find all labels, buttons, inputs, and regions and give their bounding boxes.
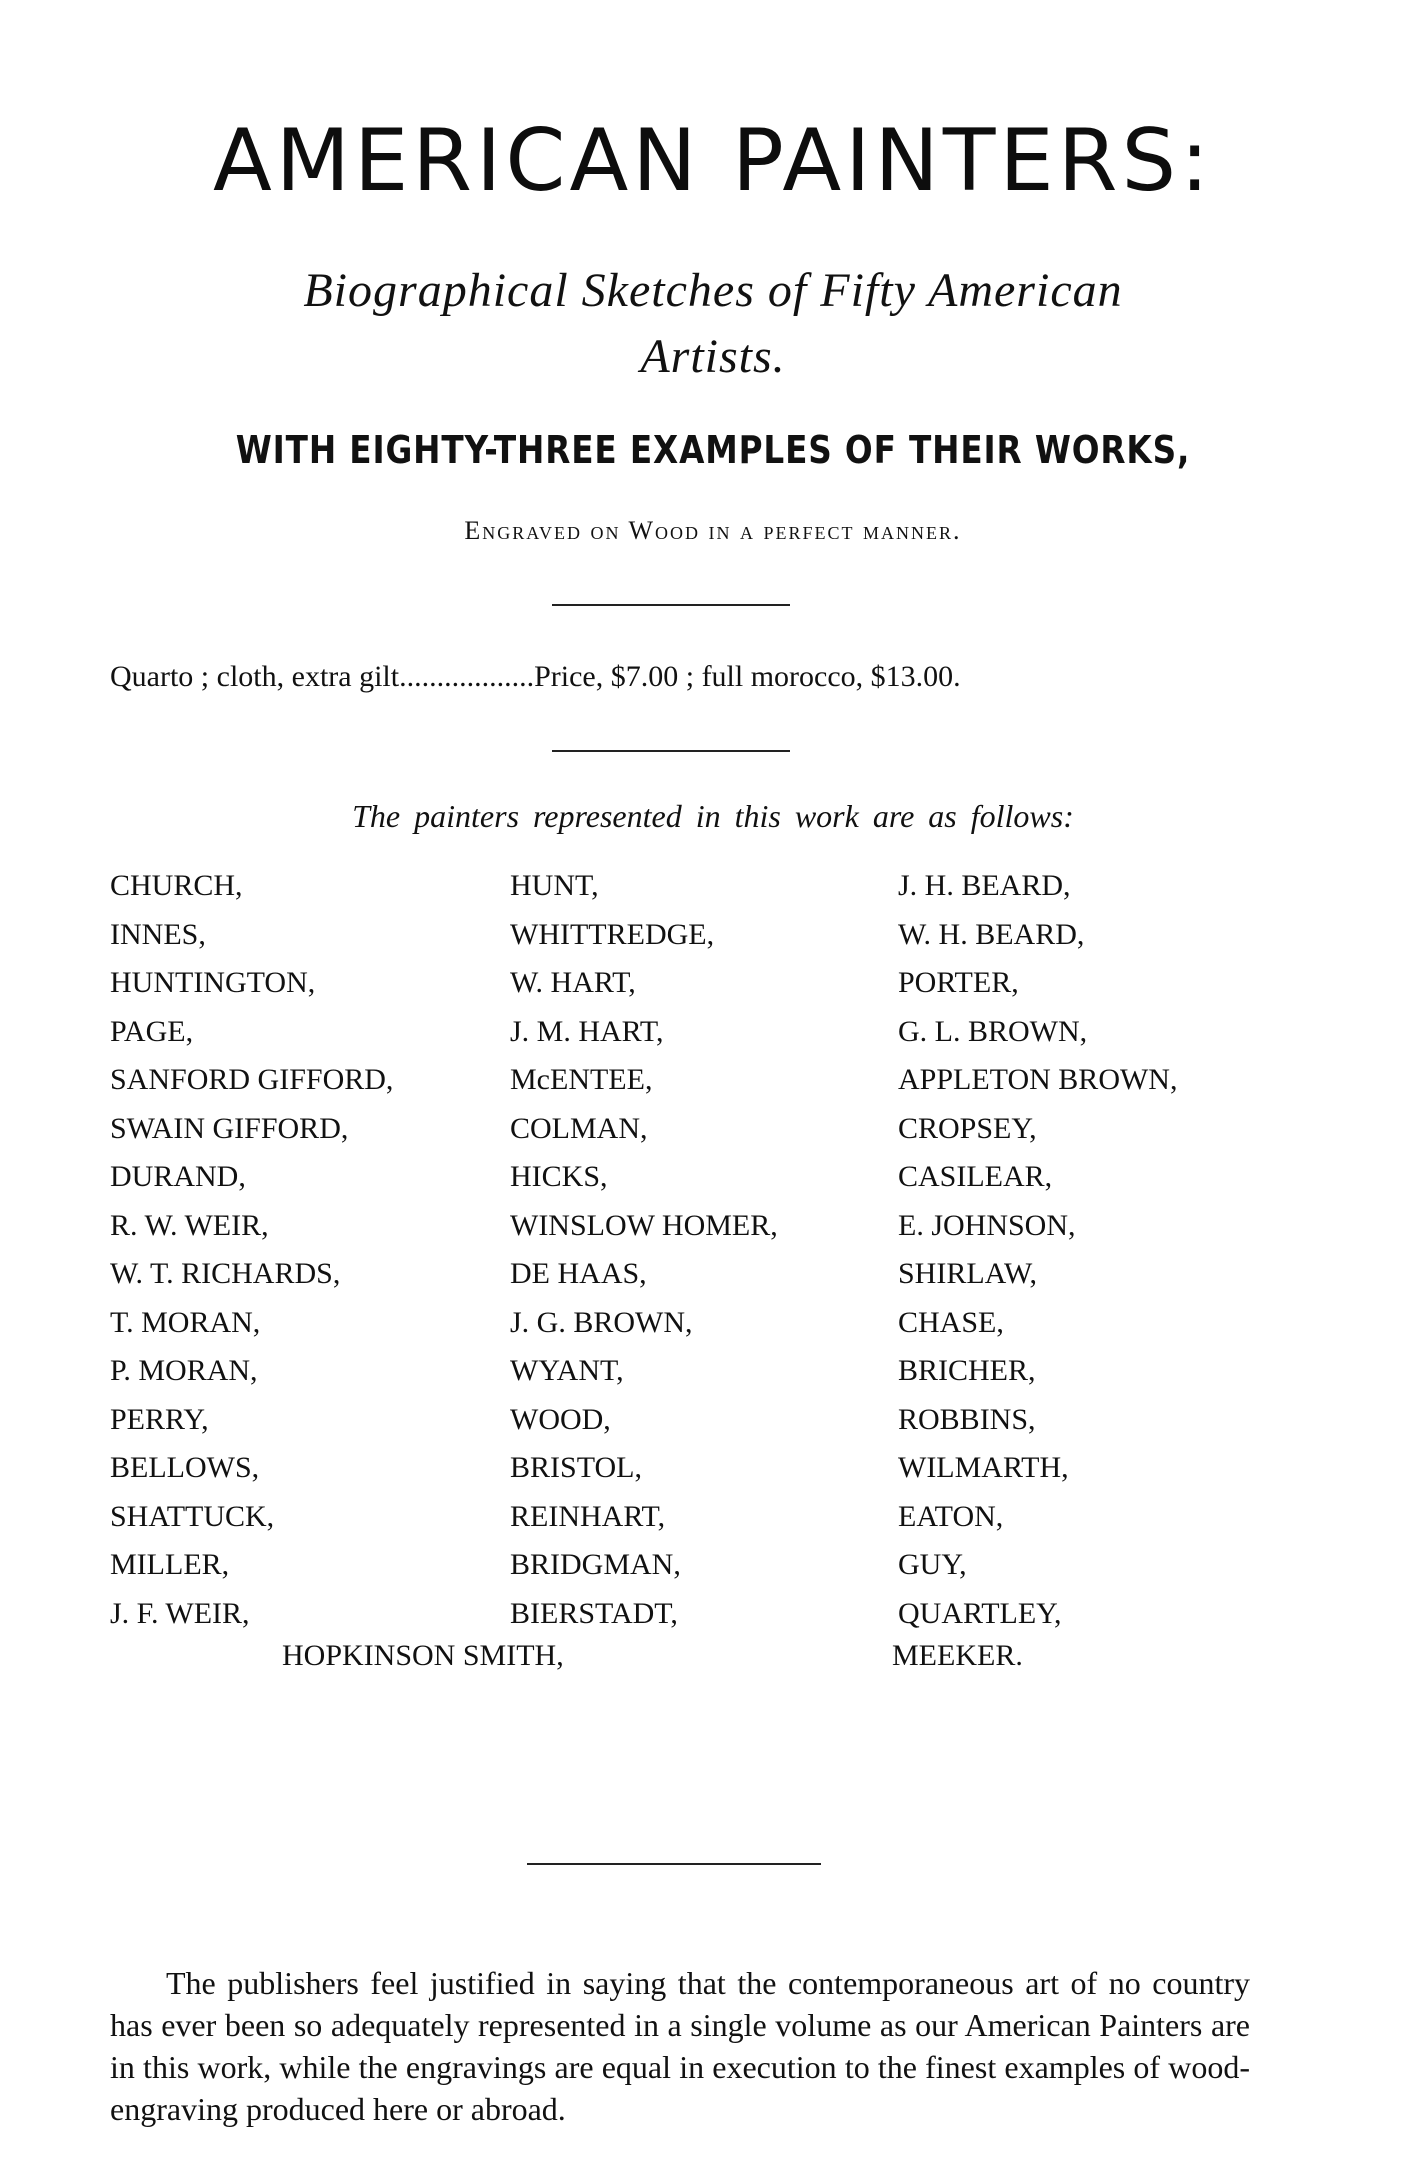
painter-name: BELLOWS, xyxy=(110,1451,260,1484)
painter-name: REINHART, xyxy=(510,1499,666,1533)
painters-intro: The painters represented in this work are as follows: xyxy=(352,798,1074,834)
painter-name: CASILEAR, xyxy=(898,1160,1053,1193)
painter-name: SHIRLAW, xyxy=(898,1257,1037,1290)
painter-name-final-right: MEEKER. xyxy=(892,1639,1023,1672)
painter-name: PAGE, xyxy=(110,1014,194,1048)
painter-name: E. JOHNSON, xyxy=(898,1208,1076,1242)
painter-name: HUNT, xyxy=(510,869,599,902)
painter-name: WOOD, xyxy=(510,1402,611,1436)
divider-rule-bottom xyxy=(527,1863,821,1865)
painter-name: GUY, xyxy=(898,1548,967,1581)
painter-name: ROBBINS, xyxy=(898,1402,1036,1436)
painters-column-3 xyxy=(898,862,1177,1638)
subtitle-line-1: Biographical Sketches of Fifty American xyxy=(303,264,1123,317)
painters-column-2 xyxy=(510,862,778,1638)
painter-name: QUARTLEY, xyxy=(898,1596,1062,1630)
painter-name: CHASE, xyxy=(898,1305,1004,1339)
publisher-statement: The publishers feel justified in saying that the contemporaneous art of no country has ever been so adequately represented in a single volume as our American Painters are in this work, while the engravings are equal in execution to the finest examples of wood-engraving produced here or abroad. xyxy=(110,1965,1250,2127)
painter-name: W. T. RICHARDS, xyxy=(110,1257,341,1290)
painter-name: APPLETON BROWN, xyxy=(898,1063,1178,1096)
painter-name: G. L. BROWN, xyxy=(898,1014,1088,1048)
painter-name: W. H. BEARD, xyxy=(898,917,1085,951)
painter-name: P. MORAN, xyxy=(110,1354,258,1387)
painter-name: BRICHER, xyxy=(898,1354,1036,1387)
engraving-note: Engraved on Wood in a perfect manner. xyxy=(464,516,962,545)
painter-name: WILMARTH, xyxy=(898,1451,1069,1484)
subtitle xyxy=(0,258,1426,390)
painter-name: W. HART, xyxy=(510,966,636,999)
price-line: Quarto ; cloth, extra gilt..................Price, $7.00 ; full morocco, $13.00. xyxy=(110,660,961,693)
painter-name: DURAND, xyxy=(110,1160,246,1193)
painter-name: J. F. WEIR, xyxy=(110,1596,250,1630)
painter-name: SANFORD GIFFORD, xyxy=(110,1063,394,1096)
painter-name: HICKS, xyxy=(510,1160,608,1193)
painters-column-1 xyxy=(110,862,393,1638)
painter-name: BRIDGMAN, xyxy=(510,1548,681,1581)
painter-name: HUNTINGTON, xyxy=(110,966,316,999)
divider-rule-top xyxy=(552,604,790,606)
painter-name: T. MORAN, xyxy=(110,1305,261,1339)
painter-name: PORTER, xyxy=(898,966,1019,999)
painter-name: CROPSEY, xyxy=(898,1111,1037,1145)
painter-name: INNES, xyxy=(110,917,206,951)
divider-rule-middle xyxy=(552,750,790,752)
painter-name: J. G. BROWN, xyxy=(510,1305,693,1339)
painter-name: SHATTUCK, xyxy=(110,1499,275,1533)
painter-name: SWAIN GIFFORD, xyxy=(110,1111,349,1145)
painter-name: R. W. WEIR, xyxy=(110,1208,269,1242)
painter-name: DE HAAS, xyxy=(510,1257,647,1290)
page-title: AMERICAN PAINTERS: xyxy=(212,111,1214,211)
painter-name: BIERSTADT, xyxy=(510,1596,678,1630)
painter-name: McENTEE, xyxy=(510,1063,653,1096)
painter-name: CHURCH, xyxy=(110,869,243,902)
painter-name: PERRY, xyxy=(110,1402,209,1436)
painter-name: J. H. BEARD, xyxy=(898,869,1071,902)
examples-heading: WITH EIGHTY-THREE EXAMPLES OF THEIR WORKS, xyxy=(235,428,1191,472)
painter-name: WYANT, xyxy=(510,1354,624,1387)
painter-name: MILLER, xyxy=(110,1548,230,1581)
painter-name: EATON, xyxy=(898,1499,1004,1533)
painter-name: WHITTREDGE, xyxy=(510,917,715,951)
painter-name-final-center: HOPKINSON SMITH, xyxy=(282,1639,564,1672)
subtitle-line-2: Artists. xyxy=(640,330,786,383)
painter-name: COLMAN, xyxy=(510,1111,648,1145)
painter-name: BRISTOL, xyxy=(510,1451,642,1484)
painter-name: J. M. HART, xyxy=(510,1014,664,1048)
painter-name: WINSLOW HOMER, xyxy=(510,1208,778,1242)
